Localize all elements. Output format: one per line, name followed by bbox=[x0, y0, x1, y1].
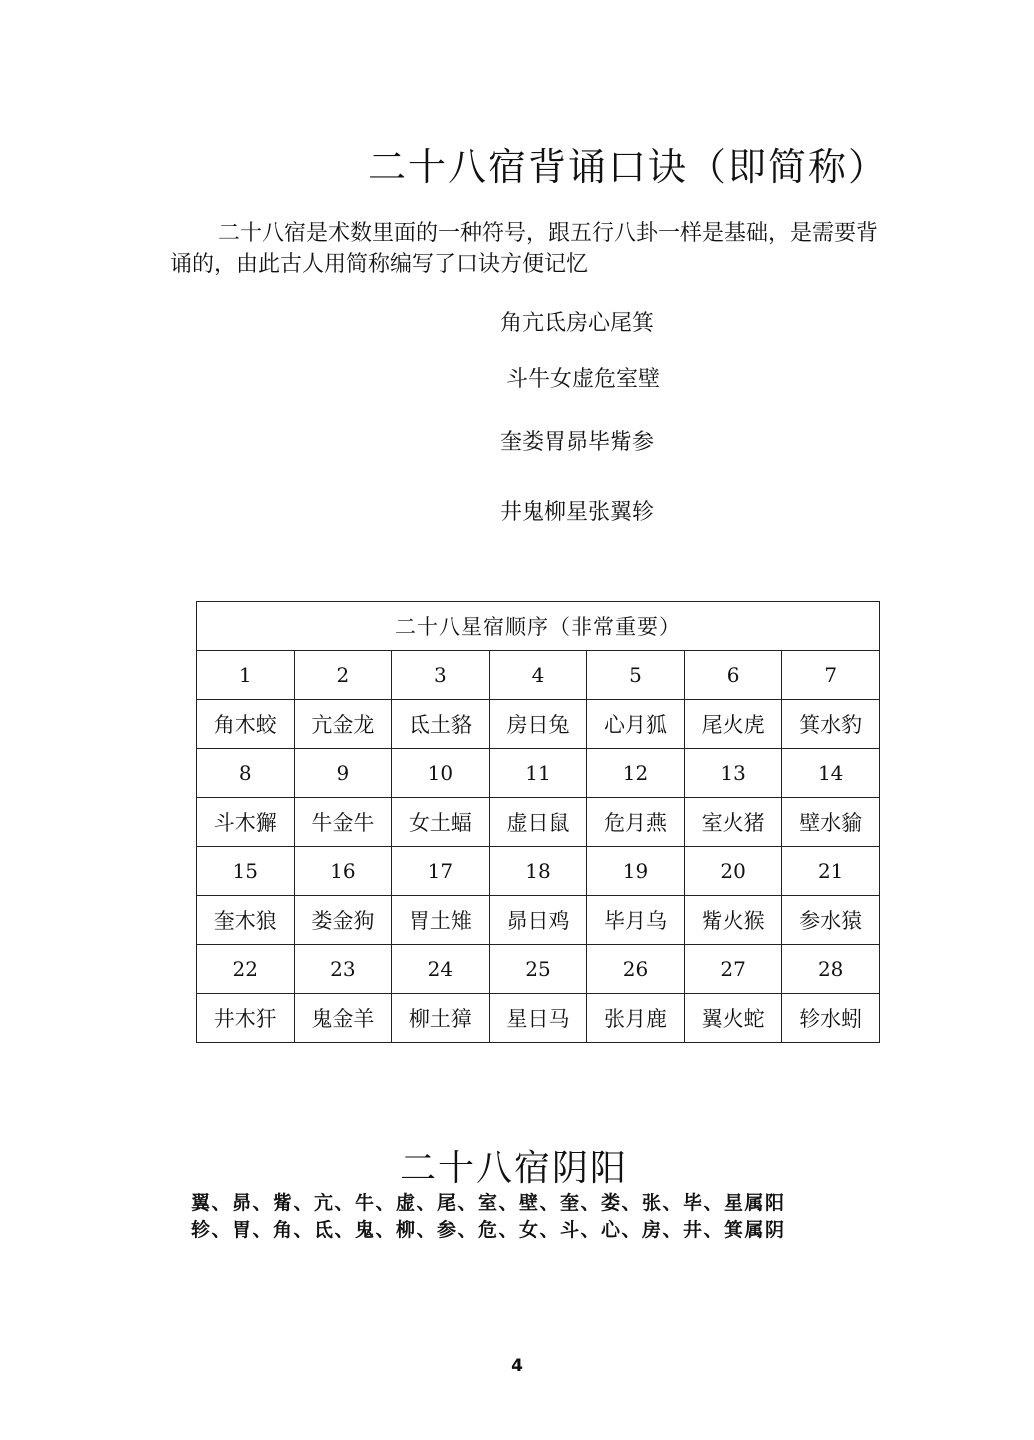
table-cell-number: 26 bbox=[587, 945, 685, 994]
table-cell-number: 24 bbox=[392, 945, 490, 994]
table-cell-number: 25 bbox=[489, 945, 587, 994]
table-cell-mansion: 觜火猴 bbox=[684, 896, 782, 945]
mnemonic-line: 斗牛女虚危室壁 bbox=[506, 367, 661, 392]
table-name-row bbox=[197, 700, 880, 749]
table-cell-mansion: 心月狐 bbox=[587, 700, 685, 749]
table-name-row bbox=[197, 994, 880, 1043]
table-cell-mansion: 氐土貉 bbox=[392, 700, 490, 749]
page-title: 二十八宿背诵口诀（即简称） bbox=[368, 145, 889, 189]
table-number-row bbox=[197, 651, 880, 700]
table-cell-mansion: 鬼金羊 bbox=[294, 994, 392, 1043]
table-cell-number: 28 bbox=[782, 945, 880, 994]
table-cell-number: 14 bbox=[782, 749, 880, 798]
table-cell-mansion: 亢金龙 bbox=[294, 700, 392, 749]
table-cell-mansion: 壁水貐 bbox=[782, 798, 880, 847]
table-cell-number: 4 bbox=[489, 651, 587, 700]
table-cell-number: 7 bbox=[782, 651, 880, 700]
yang-line: 翼、昴、觜、亢、牛、虚、尾、室、壁、奎、娄、张、毕、星属阳 bbox=[191, 1192, 786, 1214]
table-cell-mansion: 室火猪 bbox=[684, 798, 782, 847]
table-cell-number: 17 bbox=[392, 847, 490, 896]
table-cell-number: 8 bbox=[197, 749, 295, 798]
table-cell-mansion: 毕月乌 bbox=[587, 896, 685, 945]
table-cell-number: 16 bbox=[294, 847, 392, 896]
table-cell-mansion: 虚日鼠 bbox=[489, 798, 587, 847]
table-cell-mansion: 房日兔 bbox=[489, 700, 587, 749]
table-number-row bbox=[197, 847, 880, 896]
table-number-row bbox=[197, 945, 880, 994]
table-cell-mansion: 尾火虎 bbox=[684, 700, 782, 749]
table-cell-mansion: 柳土獐 bbox=[392, 994, 490, 1043]
mnemonic-line: 奎娄胃昴毕觜参 bbox=[500, 430, 655, 455]
table-cell-mansion: 轸水蚓 bbox=[782, 994, 880, 1043]
intro-paragraph: 二十八宿是术数里面的一种符号，跟五行八卦一样是基础，是需要背诵的，由此古人用简称编写了口诀方便记忆 bbox=[170, 221, 879, 277]
table-cell-mansion: 井木犴 bbox=[197, 994, 295, 1043]
table-cell-number: 9 bbox=[294, 749, 392, 798]
table-cell-mansion: 角木蛟 bbox=[197, 700, 295, 749]
table-cell-mansion: 参水猿 bbox=[782, 896, 880, 945]
table-cell-number: 6 bbox=[684, 651, 782, 700]
table-cell-number: 27 bbox=[684, 945, 782, 994]
table-cell-mansion: 牛金牛 bbox=[294, 798, 392, 847]
table-cell-mansion: 娄金狗 bbox=[294, 896, 392, 945]
table-cell-mansion: 昴日鸡 bbox=[489, 896, 587, 945]
yin-line: 轸、胃、角、氐、鬼、柳、参、危、女、斗、心、房、井、箕属阴 bbox=[191, 1219, 786, 1241]
table-cell-number: 20 bbox=[684, 847, 782, 896]
table-cell-number: 19 bbox=[587, 847, 685, 896]
table-cell-number: 5 bbox=[587, 651, 685, 700]
table-cell-number: 3 bbox=[392, 651, 490, 700]
table-cell-mansion: 危月燕 bbox=[587, 798, 685, 847]
table-cell-mansion: 女土蝠 bbox=[392, 798, 490, 847]
table-body bbox=[197, 602, 880, 1043]
mansion-order-table bbox=[196, 601, 880, 1043]
table-cell-mansion: 翼火蛇 bbox=[684, 994, 782, 1043]
table-cell-number: 18 bbox=[489, 847, 587, 896]
table-cell-number: 12 bbox=[587, 749, 685, 798]
table-cell-number: 13 bbox=[684, 749, 782, 798]
mnemonic-line: 角亢氐房心尾箕 bbox=[500, 311, 655, 336]
table-cell-mansion: 星日马 bbox=[489, 994, 587, 1043]
table-cell-mansion: 奎木狼 bbox=[197, 896, 295, 945]
mnemonic-line: 井鬼柳星张翼轸 bbox=[500, 500, 655, 525]
table-cell-number: 22 bbox=[197, 945, 295, 994]
table-name-row bbox=[197, 798, 880, 847]
table-name-row bbox=[197, 896, 880, 945]
table-cell-number: 21 bbox=[782, 847, 880, 896]
table-cell-mansion: 斗木獬 bbox=[197, 798, 295, 847]
table-number-row bbox=[197, 749, 880, 798]
table-caption-row bbox=[197, 602, 880, 651]
table-cell-mansion: 张月鹿 bbox=[587, 994, 685, 1043]
table-caption: 二十八星宿顺序（非常重要） bbox=[197, 602, 880, 651]
table-cell-number: 10 bbox=[392, 749, 490, 798]
table-cell-number: 1 bbox=[197, 651, 295, 700]
table-cell-number: 11 bbox=[489, 749, 587, 798]
table-cell-mansion: 胃土雉 bbox=[392, 896, 490, 945]
page-number: 4 bbox=[511, 1356, 523, 1376]
yinyang-title: 二十八宿阴阳 bbox=[400, 1148, 629, 1189]
table-cell-number: 15 bbox=[197, 847, 295, 896]
table-cell-number: 23 bbox=[294, 945, 392, 994]
table-cell-mansion: 箕水豹 bbox=[782, 700, 880, 749]
table-cell-number: 2 bbox=[294, 651, 392, 700]
